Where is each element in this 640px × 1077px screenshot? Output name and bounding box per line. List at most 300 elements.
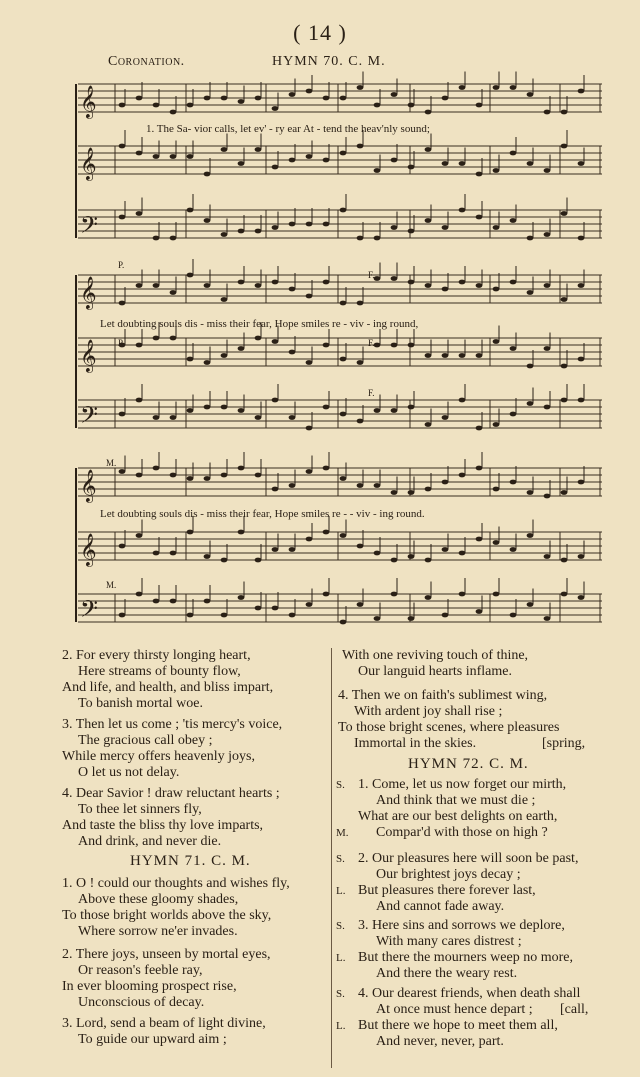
note-head	[425, 595, 432, 600]
note-head	[306, 89, 313, 94]
note-head	[578, 283, 585, 288]
note-head	[170, 473, 177, 478]
note-head	[408, 554, 415, 559]
note-head	[578, 554, 585, 559]
line: Our brightest joys decay ;	[376, 867, 521, 882]
note-head	[289, 287, 296, 292]
note-head	[187, 613, 194, 618]
note-head	[255, 96, 262, 101]
note-head	[374, 168, 381, 173]
note-head	[459, 353, 466, 358]
note-head	[221, 96, 228, 101]
note-head	[391, 92, 398, 97]
note-head	[323, 343, 330, 348]
note-head	[459, 85, 466, 90]
line: And there the weary rest.	[376, 966, 518, 981]
note-head	[153, 551, 160, 556]
note-head	[459, 551, 466, 556]
hymn-72-stanza-1	[336, 777, 566, 841]
note-head	[221, 558, 228, 563]
bass-clef-icon: 𝄢	[80, 211, 99, 244]
hymn-72-stanza-4	[336, 986, 589, 1050]
hymn-71-stanza-3-cont	[342, 648, 528, 680]
note-head	[221, 405, 228, 410]
note-head	[306, 154, 313, 159]
note-head	[527, 364, 534, 369]
note-head	[544, 494, 551, 499]
hymn-71-stanza-3	[62, 1016, 266, 1048]
note-head	[578, 236, 585, 241]
note-head	[357, 419, 364, 424]
note-head	[289, 222, 296, 227]
note-head	[510, 480, 517, 485]
treble-clef-icon: 𝄞	[80, 469, 97, 502]
note-head	[136, 211, 143, 216]
note-head	[510, 280, 517, 285]
note-head	[136, 343, 143, 348]
note-head	[476, 283, 483, 288]
lyric-line-3: Let doubting souls dis - miss their fear, Hope smiles re - - viv - ing round.	[100, 508, 425, 520]
line: But there the mourners weep no more,	[358, 950, 573, 965]
note-head	[476, 353, 483, 358]
note-head	[272, 398, 279, 403]
line: 3. Here sins and sorrows we deplore,	[358, 918, 565, 933]
note-head	[153, 283, 160, 288]
voice-mark: S.	[336, 920, 345, 932]
note-head	[221, 232, 228, 237]
note-head	[510, 547, 517, 552]
note-head	[255, 558, 262, 563]
note-head	[136, 398, 143, 403]
note-head	[425, 422, 432, 427]
note-head	[323, 530, 330, 535]
clef-icons	[80, 85, 98, 628]
note-head	[221, 297, 228, 302]
treble-clef-icon: 𝄞	[80, 339, 97, 372]
hymn-70-stanza-3	[62, 717, 282, 781]
note-head	[340, 620, 347, 625]
note-head	[561, 110, 568, 115]
note-head	[374, 551, 381, 556]
note-head	[476, 426, 483, 431]
line: But there we hope to meet them all,	[358, 1018, 558, 1033]
hymn-71-stanza-1	[62, 876, 290, 940]
note-head	[493, 287, 500, 292]
note-head	[153, 466, 160, 471]
note-head	[119, 215, 126, 220]
note-head	[255, 229, 262, 234]
voice-mark: S.	[336, 988, 345, 1000]
note-head	[323, 222, 330, 227]
note-head	[408, 343, 415, 348]
note-head	[544, 110, 551, 115]
treble-clef-icon: 𝄞	[80, 276, 97, 309]
note-head	[255, 147, 262, 152]
note-head	[136, 96, 143, 101]
line-text: Immortal in the skies.	[354, 736, 477, 751]
note-head	[425, 353, 432, 358]
line: Above these gloomy shades,	[78, 892, 239, 907]
note-head	[493, 85, 500, 90]
note-head	[306, 602, 313, 607]
line: 2. There joys, unseen by mortal eyes,	[62, 947, 271, 962]
note-head	[289, 483, 296, 488]
note-head	[425, 110, 432, 115]
note-head	[187, 408, 194, 413]
dynamic-p-2: P.	[118, 338, 125, 348]
note-head	[340, 151, 347, 156]
note-head	[323, 96, 330, 101]
note-head	[476, 466, 483, 471]
note-head	[238, 530, 245, 535]
note-head	[476, 103, 483, 108]
note-head	[357, 301, 364, 306]
note-head	[187, 530, 194, 535]
note-head	[442, 415, 449, 420]
note-head	[561, 297, 568, 302]
note-head	[442, 613, 449, 618]
note-head	[272, 165, 279, 170]
note-head	[119, 613, 126, 618]
note-head	[323, 280, 330, 285]
line: To banish mortal woe.	[78, 696, 203, 711]
note-head	[204, 218, 211, 223]
note-head	[221, 147, 228, 152]
note-head	[323, 158, 330, 163]
note-head	[272, 547, 279, 552]
page-number: ( 14 )	[293, 20, 347, 45]
note-head	[425, 218, 432, 223]
voice-mark: M.	[336, 827, 349, 839]
line: While mercy offers heavenly joys,	[62, 749, 255, 764]
note-head	[561, 211, 568, 216]
note-head	[221, 353, 228, 358]
note-head	[510, 613, 517, 618]
line-bracket: [spring,	[542, 736, 586, 751]
line: And cannot fade away.	[376, 899, 505, 914]
bass-clef-icon: 𝄢	[80, 401, 99, 434]
note-head	[289, 158, 296, 163]
note-head	[527, 92, 534, 97]
note-head	[204, 172, 211, 177]
note-head	[323, 592, 330, 597]
note-head	[170, 110, 177, 115]
note-head	[272, 106, 279, 111]
hymn-71-stanza-4	[338, 688, 586, 752]
note-head	[374, 343, 381, 348]
note-head	[357, 544, 364, 549]
note-head	[255, 283, 262, 288]
note-head	[459, 592, 466, 597]
note-head	[578, 595, 585, 600]
note-head	[340, 357, 347, 362]
hymn-72-title: HYMN 72. C. M.	[408, 756, 529, 772]
note-head	[238, 280, 245, 285]
note-head	[408, 280, 415, 285]
note-head	[272, 280, 279, 285]
note-head	[119, 103, 126, 108]
note-head	[374, 616, 381, 621]
note-head	[374, 408, 381, 413]
note-head	[476, 609, 483, 614]
note-head	[510, 85, 517, 90]
note-head	[357, 144, 364, 149]
note-head	[340, 96, 347, 101]
line: And taste the bliss thy love imparts,	[62, 818, 264, 833]
note-head	[170, 336, 177, 341]
note-head	[153, 599, 160, 604]
note-head	[578, 89, 585, 94]
note-head	[442, 287, 449, 292]
note-head	[510, 218, 517, 223]
note-head	[561, 364, 568, 369]
note-head	[153, 154, 160, 159]
line: And think that we must die ;	[376, 793, 536, 808]
note-head	[493, 592, 500, 597]
note-head	[306, 360, 313, 365]
line: 4. Then we on faith's sublimest wing,	[338, 688, 548, 703]
line: To those bright worlds above the sky,	[62, 908, 272, 923]
note-head	[578, 161, 585, 166]
note-head	[187, 103, 194, 108]
note-head	[544, 405, 551, 410]
note-head	[289, 92, 296, 97]
note-head	[476, 172, 483, 177]
note-head	[136, 473, 143, 478]
bass-clef-icon: 𝄢	[80, 595, 99, 628]
note-head	[442, 225, 449, 230]
note-head	[374, 276, 381, 281]
note-head	[391, 490, 398, 495]
note-head	[170, 290, 177, 295]
line-bracket: [call,	[560, 1002, 589, 1017]
line: And drink, and never die.	[78, 834, 222, 849]
note-head	[544, 232, 551, 237]
note-head	[391, 558, 398, 563]
note-head	[272, 339, 279, 344]
note-head	[289, 415, 296, 420]
note-head	[510, 412, 517, 417]
note-head	[442, 161, 449, 166]
note-head	[578, 480, 585, 485]
note-head	[510, 151, 517, 156]
dynamic-f-2: F.	[368, 338, 375, 348]
note-head	[425, 283, 432, 288]
note-head	[493, 487, 500, 492]
note-head	[170, 236, 177, 241]
note-head	[544, 283, 551, 288]
voice-mark: L.	[336, 952, 346, 964]
note-head	[408, 165, 415, 170]
note-head	[408, 405, 415, 410]
hymn-71-stanza-2	[62, 947, 271, 1011]
lyric-line-1: 1. The Sa- vior calls, let ev' - ry ear At - tend the heav'nly sound;	[146, 123, 430, 135]
note-head	[153, 236, 160, 241]
line: In ever blooming prospect rise,	[62, 979, 237, 994]
note-head	[323, 405, 330, 410]
note-head	[187, 273, 194, 278]
line: The gracious call obey ;	[78, 733, 213, 748]
line	[338, 736, 586, 752]
note-head	[272, 225, 279, 230]
note-head	[527, 533, 534, 538]
dynamic-f-3: F.	[368, 388, 375, 398]
hymn-71-title: HYMN 71. C. M.	[130, 853, 251, 869]
line: 4. Dear Savior ! draw reluctant hearts ;	[62, 786, 280, 801]
voice-mark: S.	[336, 779, 345, 791]
line: 2. For every thirsty longing heart,	[62, 648, 251, 663]
note-head	[544, 168, 551, 173]
voice-mark: L.	[336, 1020, 346, 1032]
line: 3. Lord, send a beam of light divine,	[62, 1016, 266, 1031]
note-head	[578, 398, 585, 403]
line: O let us not delay.	[78, 765, 180, 780]
hymn-70-title: HYMN 70. C. M.	[272, 54, 386, 69]
note-head	[289, 350, 296, 355]
note-head	[493, 168, 500, 173]
note-head	[493, 225, 500, 230]
line: Unconscious of decay.	[78, 995, 205, 1010]
note-head	[221, 473, 228, 478]
note-head	[204, 360, 211, 365]
note-head	[561, 144, 568, 149]
dynamic-f-1: F.	[368, 270, 375, 280]
note-head	[221, 613, 228, 618]
note-head	[306, 537, 313, 542]
note-head	[459, 208, 466, 213]
note-head	[238, 346, 245, 351]
note-head	[459, 280, 466, 285]
note-head	[153, 415, 160, 420]
treble-clef-icon: 𝄞	[80, 147, 97, 180]
note-head	[459, 473, 466, 478]
note-head	[391, 343, 398, 348]
lyric-line-2: Let doubting souls dis - miss their fear, Hope smiles re - viv - ing round,	[100, 318, 419, 330]
note-head	[561, 490, 568, 495]
note-head	[340, 301, 347, 306]
note-head	[357, 236, 364, 241]
note-head	[136, 533, 143, 538]
line: 1. O ! could our thoughts and wishes fly,	[62, 876, 290, 891]
note-head	[442, 547, 449, 552]
note-head	[442, 480, 449, 485]
note-head	[340, 476, 347, 481]
line: Here streams of bounty flow,	[78, 664, 241, 679]
note-head	[391, 408, 398, 413]
note-head	[238, 408, 245, 413]
note-head	[544, 346, 551, 351]
line: With many cares distrest ;	[376, 934, 522, 949]
note-head	[391, 225, 398, 230]
note-head	[119, 412, 126, 417]
note-head	[561, 558, 568, 563]
note-head	[459, 161, 466, 166]
line: But pleasures there forever last,	[358, 883, 536, 898]
note-head	[153, 336, 160, 341]
dynamic-m-1: M.	[106, 458, 117, 468]
note-head	[255, 473, 262, 478]
note-head	[459, 398, 466, 403]
note-head	[119, 144, 126, 149]
column-divider	[331, 648, 332, 1068]
note-head	[170, 154, 177, 159]
note-head	[340, 533, 347, 538]
hymn-72-stanza-2	[336, 851, 578, 915]
note-head	[255, 336, 262, 341]
tune-name: Coronation.	[108, 54, 185, 69]
note-head	[289, 613, 296, 618]
music-score	[60, 70, 620, 640]
line: And never, never, part.	[376, 1034, 504, 1049]
note-head	[272, 606, 279, 611]
note-head	[408, 229, 415, 234]
note-head	[170, 551, 177, 556]
note-head	[391, 276, 398, 281]
note-head	[323, 466, 330, 471]
line: With one reviving touch of thine,	[342, 648, 529, 663]
note-head	[255, 606, 262, 611]
note-head	[408, 490, 415, 495]
note-head	[136, 592, 143, 597]
note-head	[561, 398, 568, 403]
line: 3. Then let us come ; 'tis mercy's voice,	[62, 717, 283, 732]
line: Or reason's feeble ray,	[78, 963, 203, 978]
line: To thee let sinners fly,	[78, 802, 202, 817]
note-head	[187, 154, 194, 159]
line: To those bright scenes, where pleasures	[338, 720, 560, 735]
note-head	[578, 357, 585, 362]
note-head	[357, 360, 364, 365]
note-head	[238, 99, 245, 104]
note-head	[527, 401, 534, 406]
note-head	[357, 483, 364, 488]
note-head	[119, 469, 126, 474]
note-head	[476, 537, 483, 542]
note-head	[136, 283, 143, 288]
note-head	[476, 215, 483, 220]
voice-mark: L.	[336, 885, 346, 897]
line: Where sorrow ne'er invades.	[78, 924, 238, 939]
note-head	[204, 283, 211, 288]
note-head	[408, 103, 415, 108]
voice-mark: S.	[336, 853, 345, 865]
note-head	[527, 490, 534, 495]
line: Our languid hearts inflame.	[358, 664, 512, 679]
note-head	[306, 222, 313, 227]
note-head	[289, 547, 296, 552]
note-head	[493, 540, 500, 545]
note-head	[340, 208, 347, 213]
line: Compar'd with those on high ?	[376, 825, 548, 840]
dynamic-p-1: P.	[118, 260, 125, 270]
note-head	[374, 236, 381, 241]
note-head	[204, 554, 211, 559]
note-head	[170, 599, 177, 604]
hymn-70-stanza-2	[62, 648, 273, 712]
note-head	[187, 357, 194, 362]
note-head	[391, 592, 398, 597]
note-head	[306, 469, 313, 474]
line: At once must hence depart ;	[376, 1002, 533, 1017]
dynamic-m-2: M.	[106, 580, 117, 590]
note-head	[357, 85, 364, 90]
line: 2. Our pleasures here will soon be past,	[358, 851, 579, 866]
note-head	[493, 422, 500, 427]
note-head	[119, 544, 126, 549]
note-head	[204, 405, 211, 410]
note-head	[170, 415, 177, 420]
note-head	[238, 229, 245, 234]
